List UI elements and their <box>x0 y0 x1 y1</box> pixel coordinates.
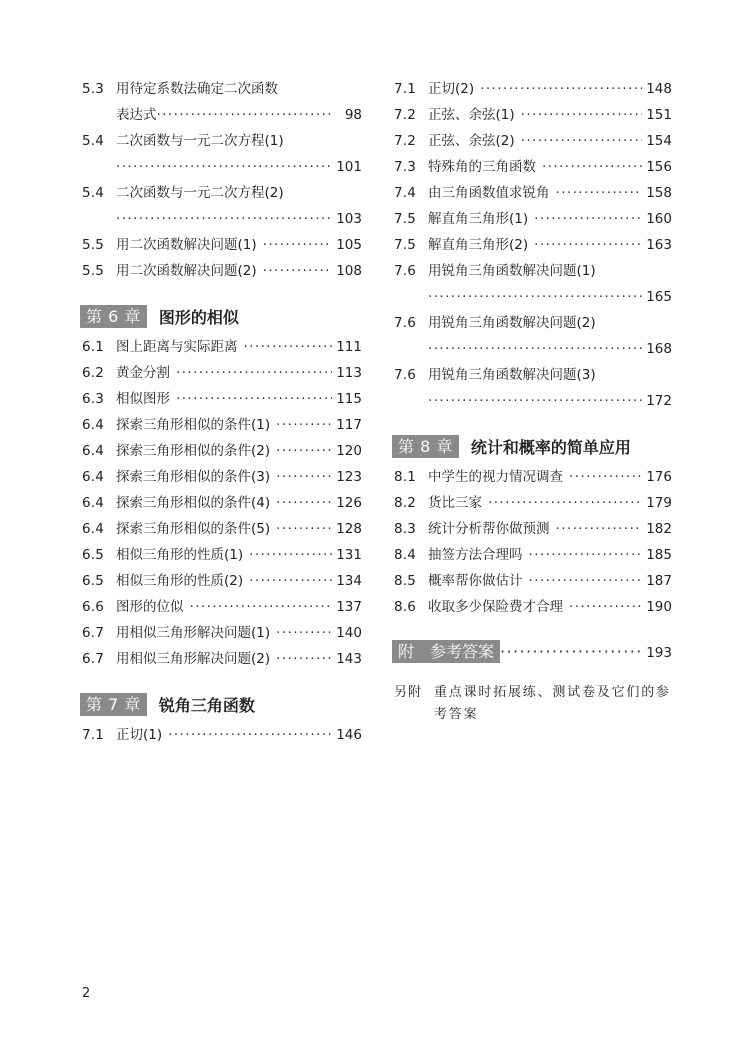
page-ref: 137 <box>336 599 362 615</box>
toc-entry[interactable] <box>82 412 362 438</box>
page-ref: 98 <box>344 107 362 123</box>
section-title: 用待定系数法确定二次函数 <box>116 81 278 97</box>
section-title: 用锐角三角函数解决问题(2) <box>428 315 596 331</box>
section-title: 用锐角三角函数解决问题(1) <box>428 263 596 279</box>
toc-entry-row <box>82 516 362 542</box>
section-number: 6.4 <box>82 469 105 485</box>
page-ref: 120 <box>336 443 362 459</box>
section-number: 5.4 <box>82 185 105 201</box>
page-number: 2 <box>82 986 91 1001</box>
section-number: 7.6 <box>394 263 417 279</box>
section-title: 货比三家 <box>428 495 482 511</box>
chapter-tag: 第 7 章 <box>80 693 147 716</box>
page-ref: 179 <box>646 495 672 511</box>
section-number: 7.1 <box>394 81 417 97</box>
section-title: 二次函数与一元二次方程(1) <box>116 133 284 149</box>
toc-entry-continuation <box>394 284 672 310</box>
section-number: 7.6 <box>394 315 417 331</box>
toc-entry[interactable] <box>82 258 362 284</box>
dot-leader <box>542 154 642 180</box>
page-ref: 105 <box>336 237 362 253</box>
page-ref: 182 <box>646 521 672 537</box>
toc-entry[interactable] <box>82 464 362 490</box>
page-ref: 140 <box>336 625 362 641</box>
toc-entry-row <box>82 412 362 438</box>
dot-leader <box>276 516 332 542</box>
toc-entry-row <box>82 722 362 748</box>
section-number: 6.4 <box>82 521 105 537</box>
toc-entry[interactable] <box>82 490 362 516</box>
section-number: 6.6 <box>82 599 105 615</box>
section-number: 7.4 <box>394 185 417 201</box>
toc-entry-row <box>82 232 362 258</box>
toc-entry[interactable] <box>82 542 362 568</box>
section-number: 6.7 <box>82 625 105 641</box>
toc-entry[interactable] <box>82 722 362 748</box>
toc-entry[interactable] <box>394 232 672 258</box>
toc-entry[interactable] <box>394 258 672 310</box>
section-title: 用相似三角形解决问题(2) <box>116 651 271 667</box>
page-ref: 146 <box>336 727 362 743</box>
toc-entry-row <box>82 438 362 464</box>
supplement-text: 重点课时拓展练、测试卷及它们的参考答案 <box>434 685 671 722</box>
section-number: 7.2 <box>394 133 417 149</box>
dot-leader <box>556 180 643 206</box>
section-number: 7.5 <box>394 211 417 227</box>
section-title: 收取多少保险费才合理 <box>428 599 563 615</box>
toc-entry-continuation <box>82 154 362 180</box>
section-title: 相似三角形的性质(1) <box>116 547 244 563</box>
appendix-tag: 附 参考答案 <box>392 640 500 663</box>
page-ref: 172 <box>646 393 672 409</box>
section-title: 解直角三角形(1) <box>428 211 529 227</box>
section-title: 探索三角形相似的条件(5) <box>116 521 271 537</box>
section-number: 8.6 <box>394 599 417 615</box>
dot-leader <box>529 542 643 568</box>
dot-leader <box>276 620 332 646</box>
dot-leader <box>534 232 642 258</box>
page-ref: 108 <box>336 263 362 279</box>
toc-entry[interactable] <box>394 490 672 516</box>
section-title: 用二次函数解决问题(2) <box>116 263 257 279</box>
toc-entry-row <box>82 542 362 568</box>
section-number: 6.4 <box>82 495 105 511</box>
toc-entry-row <box>82 180 362 206</box>
page-ref: 111 <box>336 339 362 355</box>
section-number: 6.1 <box>82 339 105 355</box>
toc-entry-row <box>82 334 362 360</box>
toc-entry[interactable] <box>82 232 362 258</box>
dot-leader <box>116 154 332 180</box>
section-title: 用相似三角形解决问题(1) <box>116 625 271 641</box>
section-number: 6.5 <box>82 547 105 563</box>
page-ref: 126 <box>336 495 362 511</box>
section-number: 6.4 <box>82 417 105 433</box>
dot-leader <box>190 594 333 620</box>
dot-leader <box>276 464 332 490</box>
section-title: 正切(1) <box>116 727 163 743</box>
section-number: 8.1 <box>394 469 417 485</box>
page-ref: 103 <box>336 211 362 227</box>
section-title: 相似三角形的性质(2) <box>116 573 244 589</box>
section-title: 图形的位似 <box>116 599 184 615</box>
section-number: 6.3 <box>82 391 105 407</box>
dot-leader <box>263 232 332 258</box>
section-title: 用二次函数解决问题(1) <box>116 237 257 253</box>
section-number: 5.4 <box>82 133 105 149</box>
toc-entry[interactable] <box>394 76 672 102</box>
section-title: 特殊角的三角函数 <box>428 159 536 175</box>
toc-entry-row <box>394 542 672 568</box>
toc-right-column <box>394 76 672 726</box>
page-ref: 156 <box>646 159 672 175</box>
toc-left-column <box>82 76 362 748</box>
page-ref: 115 <box>336 391 362 407</box>
toc-entry-row <box>394 568 672 594</box>
page-ref: 193 <box>646 645 672 661</box>
toc-entry[interactable] <box>394 542 672 568</box>
section-number: 5.5 <box>82 237 105 253</box>
section-number: 8.5 <box>394 573 417 589</box>
section-title: 中学生的视力情况调查 <box>428 469 563 485</box>
dot-leader <box>428 284 642 310</box>
toc-entry-row <box>82 646 362 672</box>
section-number: 7.1 <box>82 727 105 743</box>
supplement-label: 另附 <box>394 685 423 700</box>
toc-entry-row <box>394 102 672 128</box>
chapter-heading[interactable] <box>80 692 362 716</box>
toc-entry-continuation <box>394 336 672 362</box>
chapter-title: 统计和概率的简单应用 <box>470 437 631 457</box>
toc-entry-row <box>82 490 362 516</box>
page-ref: 168 <box>646 341 672 357</box>
dot-leader <box>569 464 642 490</box>
toc-entry-row <box>394 232 672 258</box>
section-title: 相似图形 <box>116 391 170 407</box>
toc-entry[interactable] <box>394 180 672 206</box>
dot-leader <box>157 102 333 128</box>
page-ref: 185 <box>646 547 672 563</box>
chapter-tag: 第 8 章 <box>392 435 459 458</box>
dot-leader <box>480 76 642 102</box>
section-number: 5.5 <box>82 263 105 279</box>
toc-entry[interactable] <box>82 620 362 646</box>
dot-leader <box>521 102 642 128</box>
toc-entry-row <box>394 490 672 516</box>
dot-leader <box>276 438 332 464</box>
toc-entry-continuation <box>394 388 672 414</box>
section-title: 探索三角形相似的条件(1) <box>116 417 271 433</box>
toc-entry-row <box>394 594 672 620</box>
section-number: 8.3 <box>394 521 417 537</box>
dot-leader <box>276 412 332 438</box>
page-ref: 163 <box>646 237 672 253</box>
toc-entry-row <box>82 620 362 646</box>
dot-leader <box>276 646 332 672</box>
toc-entry-row <box>82 360 362 386</box>
toc-entry[interactable] <box>82 568 362 594</box>
section-number: 7.6 <box>394 367 417 383</box>
dot-leader <box>569 594 642 620</box>
toc-entry[interactable] <box>394 362 672 414</box>
chapter-tag: 第 6 章 <box>80 305 147 328</box>
section-number: 7.5 <box>394 237 417 253</box>
toc-entry-row <box>82 258 362 284</box>
toc-entry-row <box>394 258 672 284</box>
page-ref: 165 <box>646 289 672 305</box>
appendix-entry[interactable] <box>392 640 672 664</box>
dot-leader <box>428 336 642 362</box>
dot-leader <box>529 568 643 594</box>
dot-leader <box>521 128 642 154</box>
toc-entry[interactable] <box>82 76 362 128</box>
section-title: 探索三角形相似的条件(3) <box>116 469 271 485</box>
toc-entry[interactable] <box>394 102 672 128</box>
toc-entry-row <box>82 594 362 620</box>
page-ref: 101 <box>336 159 362 175</box>
section-number: 5.3 <box>82 81 105 97</box>
section-title: 图上距离与实际距离 <box>116 339 238 355</box>
page-ref: 134 <box>336 573 362 589</box>
dot-leader <box>428 388 642 414</box>
toc-entry[interactable] <box>394 310 672 362</box>
toc-entry-row <box>394 154 672 180</box>
toc-entry-continuation <box>82 206 362 232</box>
page-ref: 143 <box>336 651 362 667</box>
toc-entry-row <box>82 464 362 490</box>
page-ref: 154 <box>646 133 672 149</box>
section-title: 正弦、余弦(2) <box>428 133 515 149</box>
chapter-heading[interactable] <box>392 434 672 458</box>
toc-entry[interactable] <box>394 516 672 542</box>
dot-leader <box>556 516 643 542</box>
section-number: 8.2 <box>394 495 417 511</box>
dot-leader <box>176 386 332 412</box>
section-title: 正切(2) <box>428 81 475 97</box>
toc-entry[interactable] <box>394 594 672 620</box>
section-title: 探索三角形相似的条件(4) <box>116 495 271 511</box>
toc-entry-row <box>394 128 672 154</box>
dot-leader <box>249 568 332 594</box>
page-ref: 131 <box>336 547 362 563</box>
dot-leader <box>176 360 332 386</box>
page-ref: 187 <box>646 573 672 589</box>
section-number: 7.3 <box>394 159 417 175</box>
toc-entry[interactable] <box>82 646 362 672</box>
toc-entry-row <box>394 310 672 336</box>
dot-leader <box>534 206 642 232</box>
toc-entry[interactable] <box>394 154 672 180</box>
toc-entry[interactable] <box>82 180 362 232</box>
dot-leader <box>244 334 333 360</box>
toc-entry-row <box>394 362 672 388</box>
chapter-heading[interactable] <box>80 304 362 328</box>
toc-entry-row <box>394 516 672 542</box>
page-ref: 158 <box>646 185 672 201</box>
supplement-note <box>394 682 672 726</box>
section-title: 探索三角形相似的条件(2) <box>116 443 271 459</box>
toc-entry[interactable] <box>394 128 672 154</box>
toc-entry[interactable] <box>82 360 362 386</box>
toc-entry-row <box>394 464 672 490</box>
toc-entry-row <box>82 76 362 102</box>
section-title: 概率帮你做估计 <box>428 573 523 589</box>
section-title: 由三角函数值求锐角 <box>428 185 550 201</box>
section-title: 统计分析帮你做预测 <box>428 521 550 537</box>
page-ref: 128 <box>336 521 362 537</box>
section-title: 抽签方法合理吗 <box>428 547 523 563</box>
dot-leader <box>249 542 332 568</box>
toc-entry[interactable] <box>82 438 362 464</box>
toc-entry[interactable] <box>82 128 362 180</box>
chapter-title: 锐角三角函数 <box>158 695 255 715</box>
section-title: 黄金分割 <box>116 365 170 381</box>
toc-entry-row <box>394 76 672 102</box>
toc-entry[interactable] <box>82 594 362 620</box>
page-ref: 148 <box>646 81 672 97</box>
dot-leader <box>116 206 332 232</box>
section-title-continued: 表达式 <box>116 107 157 123</box>
dot-leader <box>488 490 642 516</box>
section-number: 8.4 <box>394 547 417 563</box>
section-number: 7.2 <box>394 107 417 123</box>
chapter-title: 图形的相似 <box>158 307 239 327</box>
section-title: 正弦、余弦(1) <box>428 107 515 123</box>
toc-entry[interactable] <box>394 206 672 232</box>
toc-entry-row <box>394 206 672 232</box>
page-ref: 113 <box>336 365 362 381</box>
page-ref: 151 <box>646 107 672 123</box>
dot-leader <box>263 258 332 284</box>
toc-entry-row <box>82 386 362 412</box>
page-ref: 123 <box>336 469 362 485</box>
section-number: 6.7 <box>82 651 105 667</box>
toc-entry[interactable] <box>82 386 362 412</box>
toc-entry-continuation <box>82 102 362 128</box>
toc-entry[interactable] <box>82 516 362 542</box>
page-ref: 160 <box>646 211 672 227</box>
section-number: 6.2 <box>82 365 105 381</box>
section-title: 解直角三角形(2) <box>428 237 529 253</box>
toc-entry[interactable] <box>82 334 362 360</box>
section-number: 6.4 <box>82 443 105 459</box>
section-number: 6.5 <box>82 573 105 589</box>
toc-entry[interactable] <box>394 464 672 490</box>
toc-entry[interactable] <box>394 568 672 594</box>
section-title: 用锐角三角函数解决问题(3) <box>428 367 596 383</box>
toc-entry-row <box>394 180 672 206</box>
page-ref: 117 <box>336 417 362 433</box>
toc-entry-row <box>82 568 362 594</box>
dot-leader <box>276 490 332 516</box>
dot-leader <box>500 642 642 661</box>
section-title: 二次函数与一元二次方程(2) <box>116 185 284 201</box>
dot-leader <box>168 722 332 748</box>
page-ref: 190 <box>646 599 672 615</box>
page-ref: 176 <box>646 469 672 485</box>
toc-entry-row <box>82 128 362 154</box>
